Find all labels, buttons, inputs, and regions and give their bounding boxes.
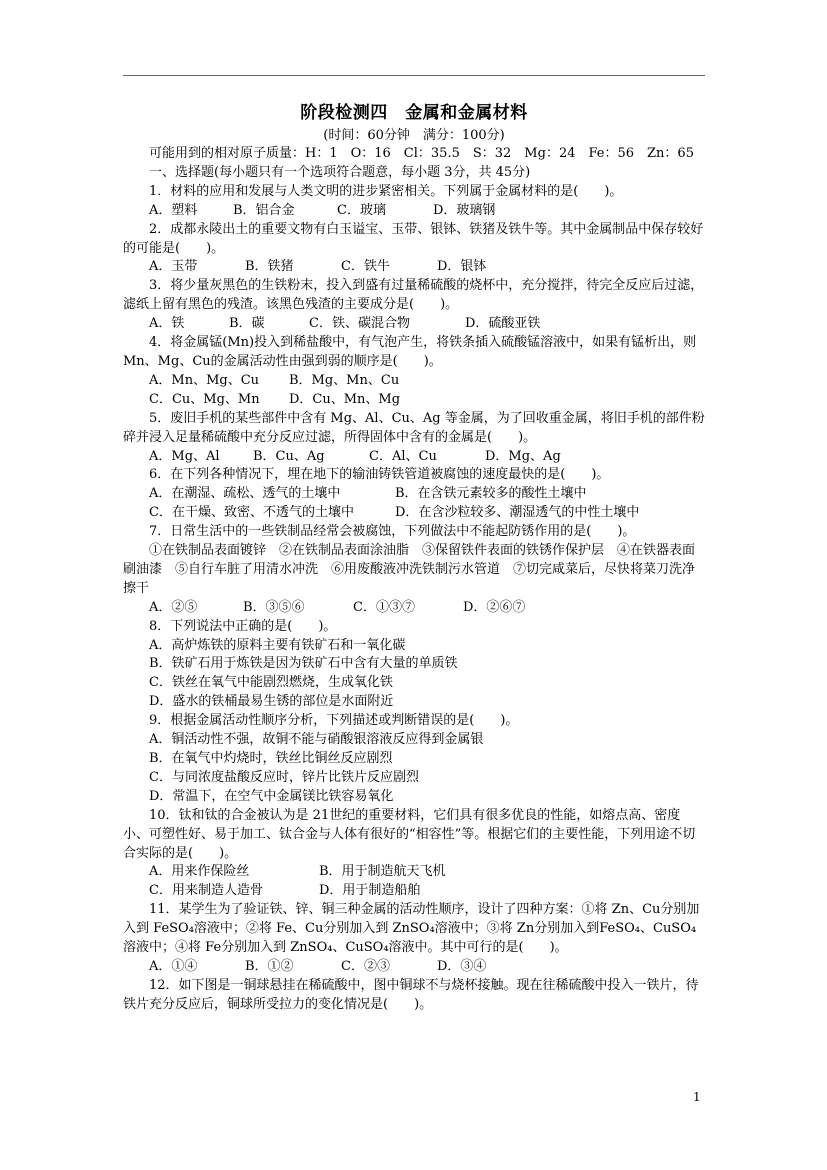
question-7-detail: ①在铁制品表面镀锌 ②在铁制品表面涂油脂 ③保留铁件表面的铁锈作保护层 ④在铁器表面刷油漆 ⑤自行车脏了用清水冲洗 ⑥用废酸液冲洗铁制污水管道 ⑦切完咸菜后，尽快将菜刀洗净擦干 (123, 543, 696, 596)
page-title: 阶段检测四 金属和金属材料 (300, 103, 528, 123)
atomic-masses: 可能用到的相对原子质量：H：1 O：16 Cl：35.5 S：32 Mg：24 Fe：56 Zn：65 (149, 146, 694, 161)
option-a: A．Mn、Mg、Cu (149, 372, 260, 388)
option-d: D．用于制造船舶 (319, 883, 421, 899)
option-a: A．Mg、Al (149, 448, 220, 464)
option-a: A．①④ (149, 958, 198, 974)
option-b: B．③⑤⑥ (243, 599, 305, 615)
option-c: C．在干燥、致密、不透气的土壤中 (149, 505, 354, 521)
section-heading: 一、选择题(每小题只有一个选项符合题意，每小题 3分，共 45分) (149, 164, 531, 180)
exam-page (123, 100, 705, 1015)
question-11-options (123, 958, 705, 977)
option-b: B．在氧气中灼烧时，铁丝比铜丝反应剧烈 (149, 751, 393, 766)
option-d: D．②⑥⑦ (463, 599, 526, 615)
option-b: B．铁猪 (245, 259, 294, 275)
question-6-options-row2 (123, 504, 705, 523)
option-b: B．Mg、Mn、Cu (289, 372, 400, 388)
option-c: C．用来制造人造骨 (149, 883, 263, 899)
question-3: 3．将少量灰黑色的生铁粉末，投入到盛有过量稀硫酸的烧杯中，充分搅拌，待完全反应后过滤，滤纸上留有黑色的残渣。该黑色残渣的主要成分是( )。 (123, 278, 704, 313)
option-b: B．铝合金 (233, 202, 295, 218)
option-a: A．玉带 (149, 259, 198, 275)
option-d: D．Mg、Ag (485, 448, 561, 464)
option-a: A．塑料 (149, 202, 198, 218)
question-12: 12．如下图是一铜球悬挂在稀硫酸中，图中铜球不与烧杯接触。现在往稀硫酸中投入一铁片，待铁片充分反应后，铜球所受拉力的变化情况是( )。 (123, 977, 699, 1012)
question-1-options (123, 202, 705, 221)
question-8: 8．下列说法中正确的是( )。 (149, 618, 337, 634)
option-c: C．①③⑦ (353, 599, 415, 615)
question-10-options-row2 (123, 882, 705, 901)
question-6-options-row1 (123, 485, 705, 504)
option-d: D．硫酸亚铁 (465, 316, 541, 332)
question-1: 1．材料的应用和发展与人类文明的进步紧密相关。下列属于金属材料的是( )。 (149, 183, 623, 199)
option-a: A．铁 (149, 316, 185, 332)
option-d: D．在含沙粒较多、潮湿透气的中性土壤中 (395, 505, 640, 521)
question-7: 7．日常生活中的一些铁制品经常会被腐蚀，下列做法中不能起防锈作用的是( )。 (149, 524, 636, 540)
option-d: D．玻璃钢 (433, 202, 496, 218)
option-c: C．玻璃 (337, 202, 386, 218)
question-10: 10．钛和钛的合金被认为是 21世纪的重要材料，它们具有很多优良的性能，如熔点高、密度小、可塑性好、易于加工、钛合金与人体有很好的“相容性”等。根据它们的主要性能，下列用途不切合实际的是( )。 (123, 807, 696, 861)
option-d: D．③④ (437, 958, 487, 974)
exam-info: (时间：60分钟 满分：100分) (323, 128, 505, 143)
option-d: D．Cu、Mn、Mg (289, 391, 401, 407)
option-a: A．②⑤ (149, 599, 198, 615)
option-a: A．铜活动性不强，故铜不能与硝酸银溶液反应得到金属银 (149, 732, 484, 748)
header-rule (123, 75, 705, 76)
option-a: A．在潮湿、疏松、透气的土壤中 (149, 486, 341, 502)
question-6: 6．在下列各种情况下，埋在地下的输油铸铁管道被腐蚀的速度最快的是( )。 (149, 467, 610, 483)
option-d: D．常温下，在空气中金属镁比铁容易氧化 (149, 788, 394, 804)
option-c: C．Al、Cu (369, 448, 437, 464)
option-b: B．Cu、Ag (253, 448, 325, 464)
question-7-options (123, 599, 705, 618)
question-5-options (123, 448, 705, 467)
question-4: 4．将金属锰(Mn)投入到稀盐酸中，有气泡产生，将铁条插入硫酸锰溶液中，如果有锰析出，则Mn、Mg、Cu的金属活动性由强到弱的顺序是( )。 (123, 335, 697, 369)
option-a: A．高炉炼铁的原料主要有铁矿石和一氧化碳 (149, 637, 406, 653)
question-9: 9．根据金属活动性顺序分析，下列描述或判断错误的是( )。 (149, 713, 519, 729)
option-b: B．铁矿石用于炼铁是因为铁矿石中含有大量的单质铁 (149, 656, 458, 672)
question-10-options-row1 (123, 863, 705, 882)
option-b: B．在含铁元素较多的酸性土壤中 (395, 486, 587, 502)
option-c: C．②③ (341, 958, 390, 974)
question-4-options-row2 (123, 391, 705, 410)
question-5: 5．废旧手机的某些部件中含有 Mg、Al、Cu、Ag 等金属，为了回收重金属，将旧手机的部件粉碎并浸入足量稀硫酸中充分反应过滤，所得固体中含有的金属是( )。 (123, 410, 705, 445)
option-d: D．银钵 (437, 259, 487, 275)
option-c: C．铁丝在氧气中能剧烈燃烧，生成氧化铁 (149, 675, 393, 691)
option-b: B．碳 (229, 316, 265, 332)
option-d: D．盛水的铁桶最易生锈的部位是水面附近 (149, 694, 394, 710)
option-a: A．用来作保险丝 (149, 864, 250, 880)
question-4-options-row1 (123, 372, 705, 391)
page-number: 1 (693, 1090, 701, 1104)
option-b: B．用于制造航天飞机 (319, 864, 446, 880)
option-c: C．与同浓度盐酸反应时，锌片比铁片反应剧烈 (149, 769, 419, 785)
option-b: B．①② (245, 958, 294, 974)
question-2: 2．成都永陵出土的重要文物有白玉谥宝、玉带、银钵、铁猪及铁牛等。其中金属制品中保存较好的可能是( )。 (123, 221, 704, 256)
option-c: C．铁牛 (341, 259, 390, 275)
question-11: 11．某学生为了验证铁、锌、铜三种金属的活动性顺序，设计了四种方案：①将 Zn、Cu分别加入到 FeSO₄溶液中；②将 Fe、Cu分别加入到 ZnSO₄溶液中；③将 Zn分别加入到FeSO₄、CuSO₄溶液中；④将 Fe分别加入到 ZnSO₄、CuSO₄溶液中。其中可行的是( )。 (123, 902, 700, 956)
question-3-options (123, 315, 705, 334)
option-c: C．铁、碳混合物 (309, 316, 410, 332)
option-c: C．Cu、Mg、Mn (149, 391, 260, 407)
question-2-options (123, 258, 705, 277)
